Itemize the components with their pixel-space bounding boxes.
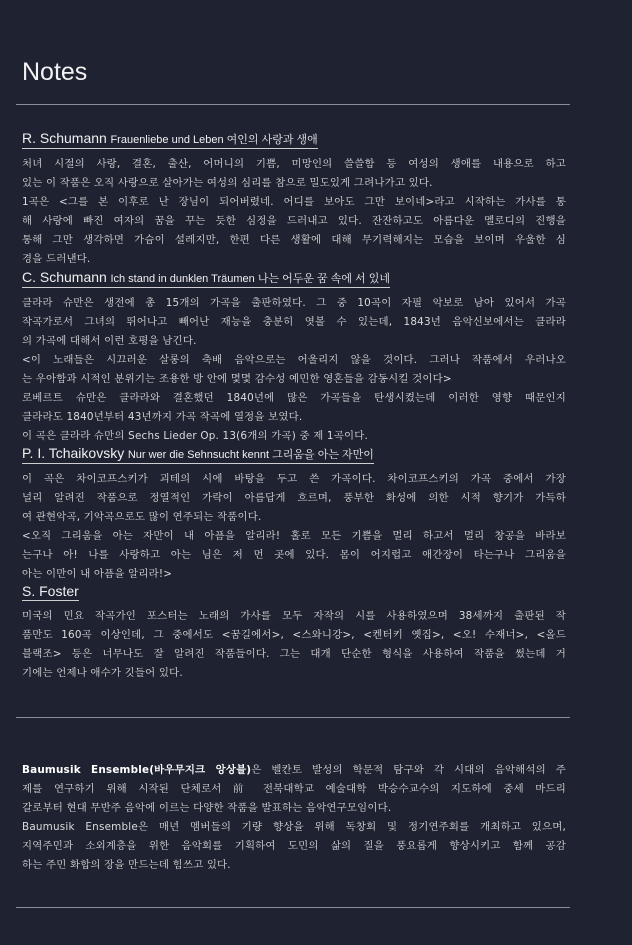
page-title: Notes <box>22 58 88 86</box>
body-line: 통해 그만 생각하면 가슴이 설레지만, 한편 다른 생활에 대해 무기력해지는 모습을 보이며 우울한 심 <box>22 234 566 246</box>
body-line: 이 곡은 클라라 슈만의 Sechs Lieder Op. 13(6개의 가곡) 중 제 1곡이다. <box>22 430 368 442</box>
body-line: 이 곡은 차이코프스키가 괴테의 시에 바탕을 두고 쓴 가곡이다. 차이코프스키의 가곡 중에서 가장 <box>22 473 566 485</box>
ensemble-line: 갈로부터 현대 무반주 음악에 이르는 다양한 작품을 발표하는 음악연구모임이다. <box>22 802 392 814</box>
body-line: 해 사랑에 빠진 여자의 꿈을 꾸는 듯한 심정을 드러내고 있다. 잔잔하고도 아름다운 멜로디의 진행을 <box>22 215 566 227</box>
body-line: 널리 알려진 작품으로 정열적인 가락이 아름답게 흐르며, 풍부한 화성에 의한 시적 향기가 가득하 <box>22 492 566 504</box>
section-heading <box>22 583 79 601</box>
note-section <box>22 128 566 269</box>
body-line: 는 우아함과 시적인 분위기는 조용한 방 안에 몇몇 감수성 예민한 영혼들을 감동시킬 것이다> <box>22 373 452 385</box>
note-section <box>22 443 566 584</box>
body-line: 기에는 언제나 애수가 깃들어 있다. <box>22 667 183 679</box>
ensemble-line: Baumusik Ensemble(바우무지크 앙상블)은 벨칸토 발성의 학문적 탐구와 각 시대의 음악해석의 주 <box>22 764 566 776</box>
work-title: Ich stand in dunklen Träumen 나는 어두운 꿈 속에 서 있네 <box>110 273 390 285</box>
ensemble-line: 하는 주민 화합의 장을 만드는데 힘쓰고 있다. <box>22 859 231 871</box>
divider <box>16 104 570 105</box>
body-line: 블랙조> 등은 너무나도 잘 알려진 작품들이다. 그는 대개 단순한 형식을 사용하여 작품을 썼는데 거 <box>22 648 566 660</box>
note-section <box>22 581 566 683</box>
ensemble-line: 제를 연구하기 위해 시작된 단체로서 前 전북대학교 예술대학 박승수교수의 지도하에 중세 마드리 <box>22 783 566 795</box>
body-line: 작곡가로서 그녀의 뛰어나고 빼어난 재능을 충분히 엿볼 수 있는데, 1843년 음악신보에서는 클라라 <box>22 316 566 328</box>
body-line: 는구나 아! 나를 사랑하고 아는 님은 저 먼 곳에 있다. 몸이 어지럽고 애간장이 타는구나 그리움을 <box>22 549 566 561</box>
body-line: <이 노래들은 시끄러운 살롱의 축배 음악으로는 어울리지 않을 것이다. 그러나 작품에서 우러나오 <box>22 354 566 366</box>
section-heading <box>22 130 318 149</box>
section-heading <box>22 269 390 288</box>
composer-name: R. Schumann <box>22 130 107 146</box>
body-line: 아는 이만이 내 아픔을 알리라!> <box>22 568 173 580</box>
body-line: 클라라도 1840년부터 43년까지 가곡 작곡에 열정을 보였다. <box>22 411 303 423</box>
work-title: Nur wer die Sehnsucht kennt 그리움을 아는 자만이 <box>127 449 374 461</box>
body-line: 클라라 슈만은 생전에 총 15개의 가곡을 출판하였다. 그 중 10곡이 자필 악보로 남아 있어서 가곡 <box>22 297 566 309</box>
body-line: 처녀 시절의 사랑, 결혼, 출산, 어머니의 기쁨, 미망인의 쓸쓸함 등 여성의 생애를 내용으로 하고 <box>22 158 566 170</box>
body-line: 있는 이 작품은 오직 사랑으로 살아가는 여성의 심리를 참으로 밀도있게 그려나가고 있다. <box>22 177 433 189</box>
body-line: <오직 그리움을 아는 자만이 내 아픔을 알리라! 홀로 모든 기쁨을 멀리 하고서 멀리 창공을 바라보 <box>22 530 566 542</box>
ensemble-description <box>22 761 566 875</box>
body-line: 경을 드러낸다. <box>22 253 91 265</box>
note-section <box>22 267 566 446</box>
ensemble-name: Baumusik Ensemble(바우무지크 앙상블) <box>22 764 252 776</box>
divider <box>16 907 570 908</box>
body-line: 1곡은 <그를 본 이후로 난 장님이 되어버렸네. 어디를 보아도 그만 보이네>라고 시작하는 가사를 통 <box>22 196 566 208</box>
ensemble-line: 지역주민과 소외계층을 위한 음악회를 기획하여 도민의 삶의 질을 풍요롭게 향상시키고 함께 공감 <box>22 840 566 852</box>
composer-name: S. Foster <box>22 583 79 599</box>
composer-name: P. I. Tchaikovsky <box>22 445 125 461</box>
body-line: 미국의 민요 작곡가인 포스터는 노래의 가사를 모두 자작의 시를 사용하였으며 38세까지 출판된 작 <box>22 610 566 622</box>
body-line: 여 관현악곡, 기악곡으로도 많이 연주되는 작품이다. <box>22 511 262 523</box>
body-line: 로베르트 슈만은 클라라와 결혼했던 1840년에 많은 가곡들을 탄생시켰는데 이러한 영향 때문인지 <box>22 392 566 404</box>
body-line: 품만도 160곡 이상인데, 그 중에서도 <꿈길에서>, <스와니강>, <켄터키 옛집>, <오! 수재너>, <올드 <box>22 629 566 641</box>
ensemble-line: Baumusik Ensemble은 매년 멤버들의 기량 향상을 위해 독창회 및 정기연주회를 개최하고 있으며, <box>22 821 566 833</box>
composer-name: C. Schumann <box>22 269 107 285</box>
work-title: Frauenliebe und Leben 여인의 사랑과 생애 <box>110 134 318 146</box>
body-line: 의 가곡에 대해서 이런 호평을 남긴다. <box>22 335 197 347</box>
divider <box>16 717 570 718</box>
section-heading <box>22 445 374 464</box>
